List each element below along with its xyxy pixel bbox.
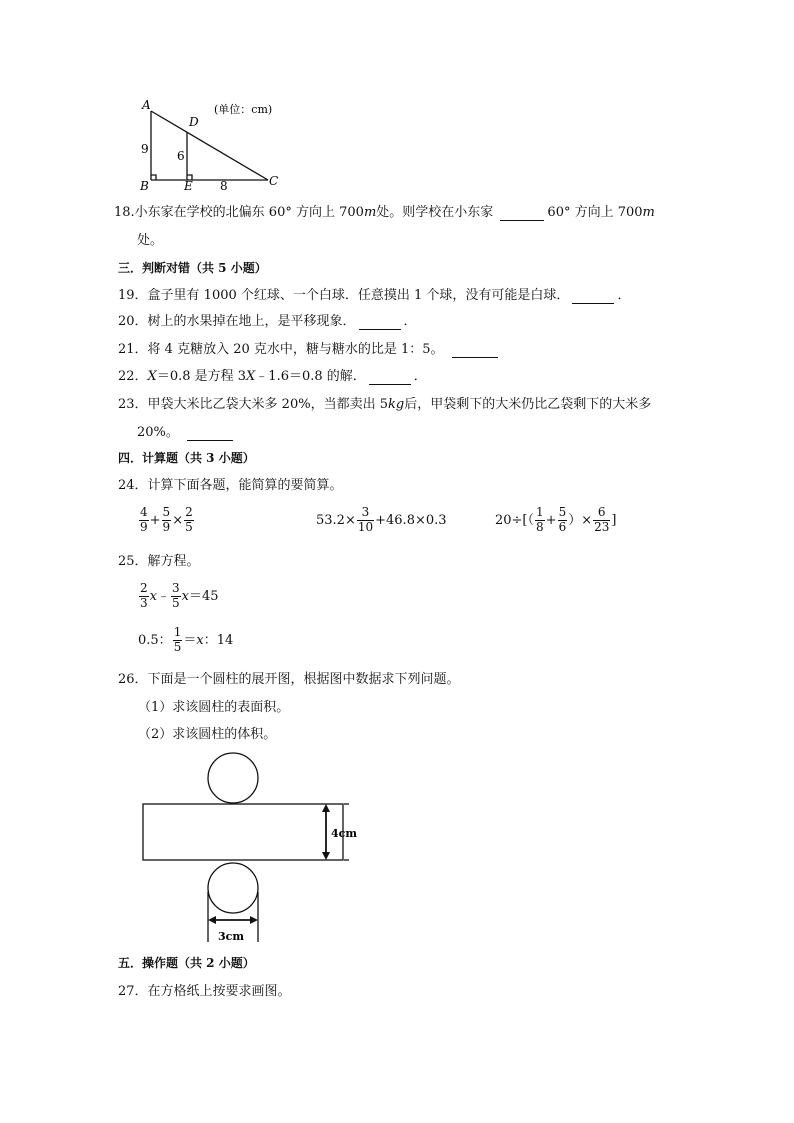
q22-var: X [147, 369, 157, 384]
q20-text: 20．树上的水果掉在地上，是平移现象． [118, 314, 356, 329]
q18-unit-m2: m [642, 205, 655, 220]
q21-text: 21．将 4 克糖放入 20 克水中，糖与糖水的比是 1：5。 [118, 342, 444, 357]
section-5-title: 五．操作题（共 2 小题） [118, 956, 255, 970]
q23-text2: 后，甲袋剩下的大米仍比乙袋剩下的大米多 [404, 397, 652, 412]
q22-var2: X [246, 369, 256, 384]
fraction: $\frac{2}{3}$ [140, 581, 148, 610]
diameter-label: 3cm [218, 930, 244, 943]
question-18 [114, 205, 655, 221]
label-e: E [184, 179, 193, 192]
q25-equation-1: $\frac{2}{3}$ x﹣ $\frac{3}{5}$ x＝45 [140, 581, 219, 610]
label-d: D [189, 115, 199, 129]
triangle-figure [136, 96, 296, 192]
question-26: 26．下面是一个圆柱的展开图，根据图中数据求下列问题。 [118, 672, 460, 687]
fraction: $\frac{3}{5}$ [172, 581, 180, 610]
q23-continuation [137, 425, 236, 441]
unit-note: (单位：cm) [214, 103, 273, 116]
q19-answer-blank[interactable] [572, 291, 614, 304]
q24-expression-1: $\frac{4}{9}$ + $\frac{5}{9}$ × $\frac{2}{5}$ [140, 505, 193, 534]
cylinder-net-figure [138, 752, 360, 946]
fraction: $\frac{4}{9}$ [140, 505, 148, 534]
fraction: $\frac{5}{9}$ [162, 505, 171, 534]
q18-text: 18.小东家在学校的北偏东 60° 方向上 700 [114, 205, 364, 220]
q22-text2: ﹣1.6＝0.8 的解． [255, 369, 366, 384]
q23-text3: 20%。 [137, 425, 179, 440]
fraction: $\frac{6}{23}$ [594, 505, 610, 534]
q21-answer-blank[interactable] [452, 345, 498, 358]
label-c: C [269, 174, 279, 188]
label-b: B [140, 179, 149, 192]
q22-text: ＝0.8 是方程 3 [156, 369, 247, 384]
fraction: $\frac{1}{8}$ [536, 505, 544, 534]
q18-unit-m: m [363, 205, 377, 220]
q23-unit-kg: kg [387, 397, 405, 412]
side-de: 6 [177, 149, 185, 163]
side-ab: 9 [141, 142, 149, 156]
q24-expression-2: 53.2× $\frac{3}{10}$ +46.8×0.3 [316, 505, 447, 534]
question-22: 22．X＝0.8 是方程 3X﹣1.6＝0.8 的解． ． [118, 369, 427, 384]
fraction: $\frac{5}{6}$ [558, 505, 567, 534]
section-4-title: 四．计算题（共 3 小题） [118, 451, 255, 465]
q23-text: 23．甲袋大米比乙袋大米多 20%，当都卖出 5 [118, 397, 388, 412]
q20-answer-blank[interactable] [359, 317, 401, 330]
question-19 [118, 288, 630, 304]
q24-expression-3: 20÷[（ $\frac{1}{8}$ + $\frac{5}{6}$ ）× $\frac{6}{23}$ ] [495, 505, 617, 534]
section-3-title: 三．判断对错（共 5 小题） [118, 261, 267, 275]
q18-answer-blank[interactable] [500, 208, 544, 221]
question-25: 25．解方程。 [118, 554, 200, 569]
question-21 [118, 342, 501, 358]
question-27: 27．在方格纸上按要求画图。 [118, 984, 291, 999]
q18-text2: 处。则学校在小东家 [376, 205, 494, 220]
q23-answer-blank[interactable] [187, 428, 233, 441]
q22-answer-blank[interactable] [369, 372, 411, 385]
side-ec: 8 [220, 179, 228, 192]
q26-sub-1: （1）求该圆柱的表面积。 [138, 700, 290, 715]
fraction: $\frac{3}{10}$ [357, 505, 374, 534]
q19-end: ． [617, 288, 631, 303]
q18-text3: 60° 方向上 700 [547, 205, 643, 220]
label-a: A [142, 98, 151, 112]
height-label: 4cm [331, 827, 357, 840]
question-23 [118, 397, 651, 413]
q22-end: ． [413, 369, 427, 384]
fraction: $\frac{1}{5}$ [173, 625, 182, 654]
q20-end: ． [403, 314, 417, 329]
q26-sub-2: （2）求该圆柱的体积。 [138, 727, 277, 742]
question-20 [118, 314, 417, 330]
q25-equation-2: 0.5： $\frac{1}{5}$ ＝x：14 [138, 625, 234, 654]
q18-continuation: 处。 [137, 233, 164, 248]
fraction: $\frac{2}{5}$ [185, 505, 193, 534]
q19-text: 19．盒子里有 1000 个红球、一个白球．任意摸出 1 个球，没有可能是白球． [118, 288, 570, 303]
question-24: 24．计算下面各题，能简算的要简算。 [118, 478, 343, 493]
